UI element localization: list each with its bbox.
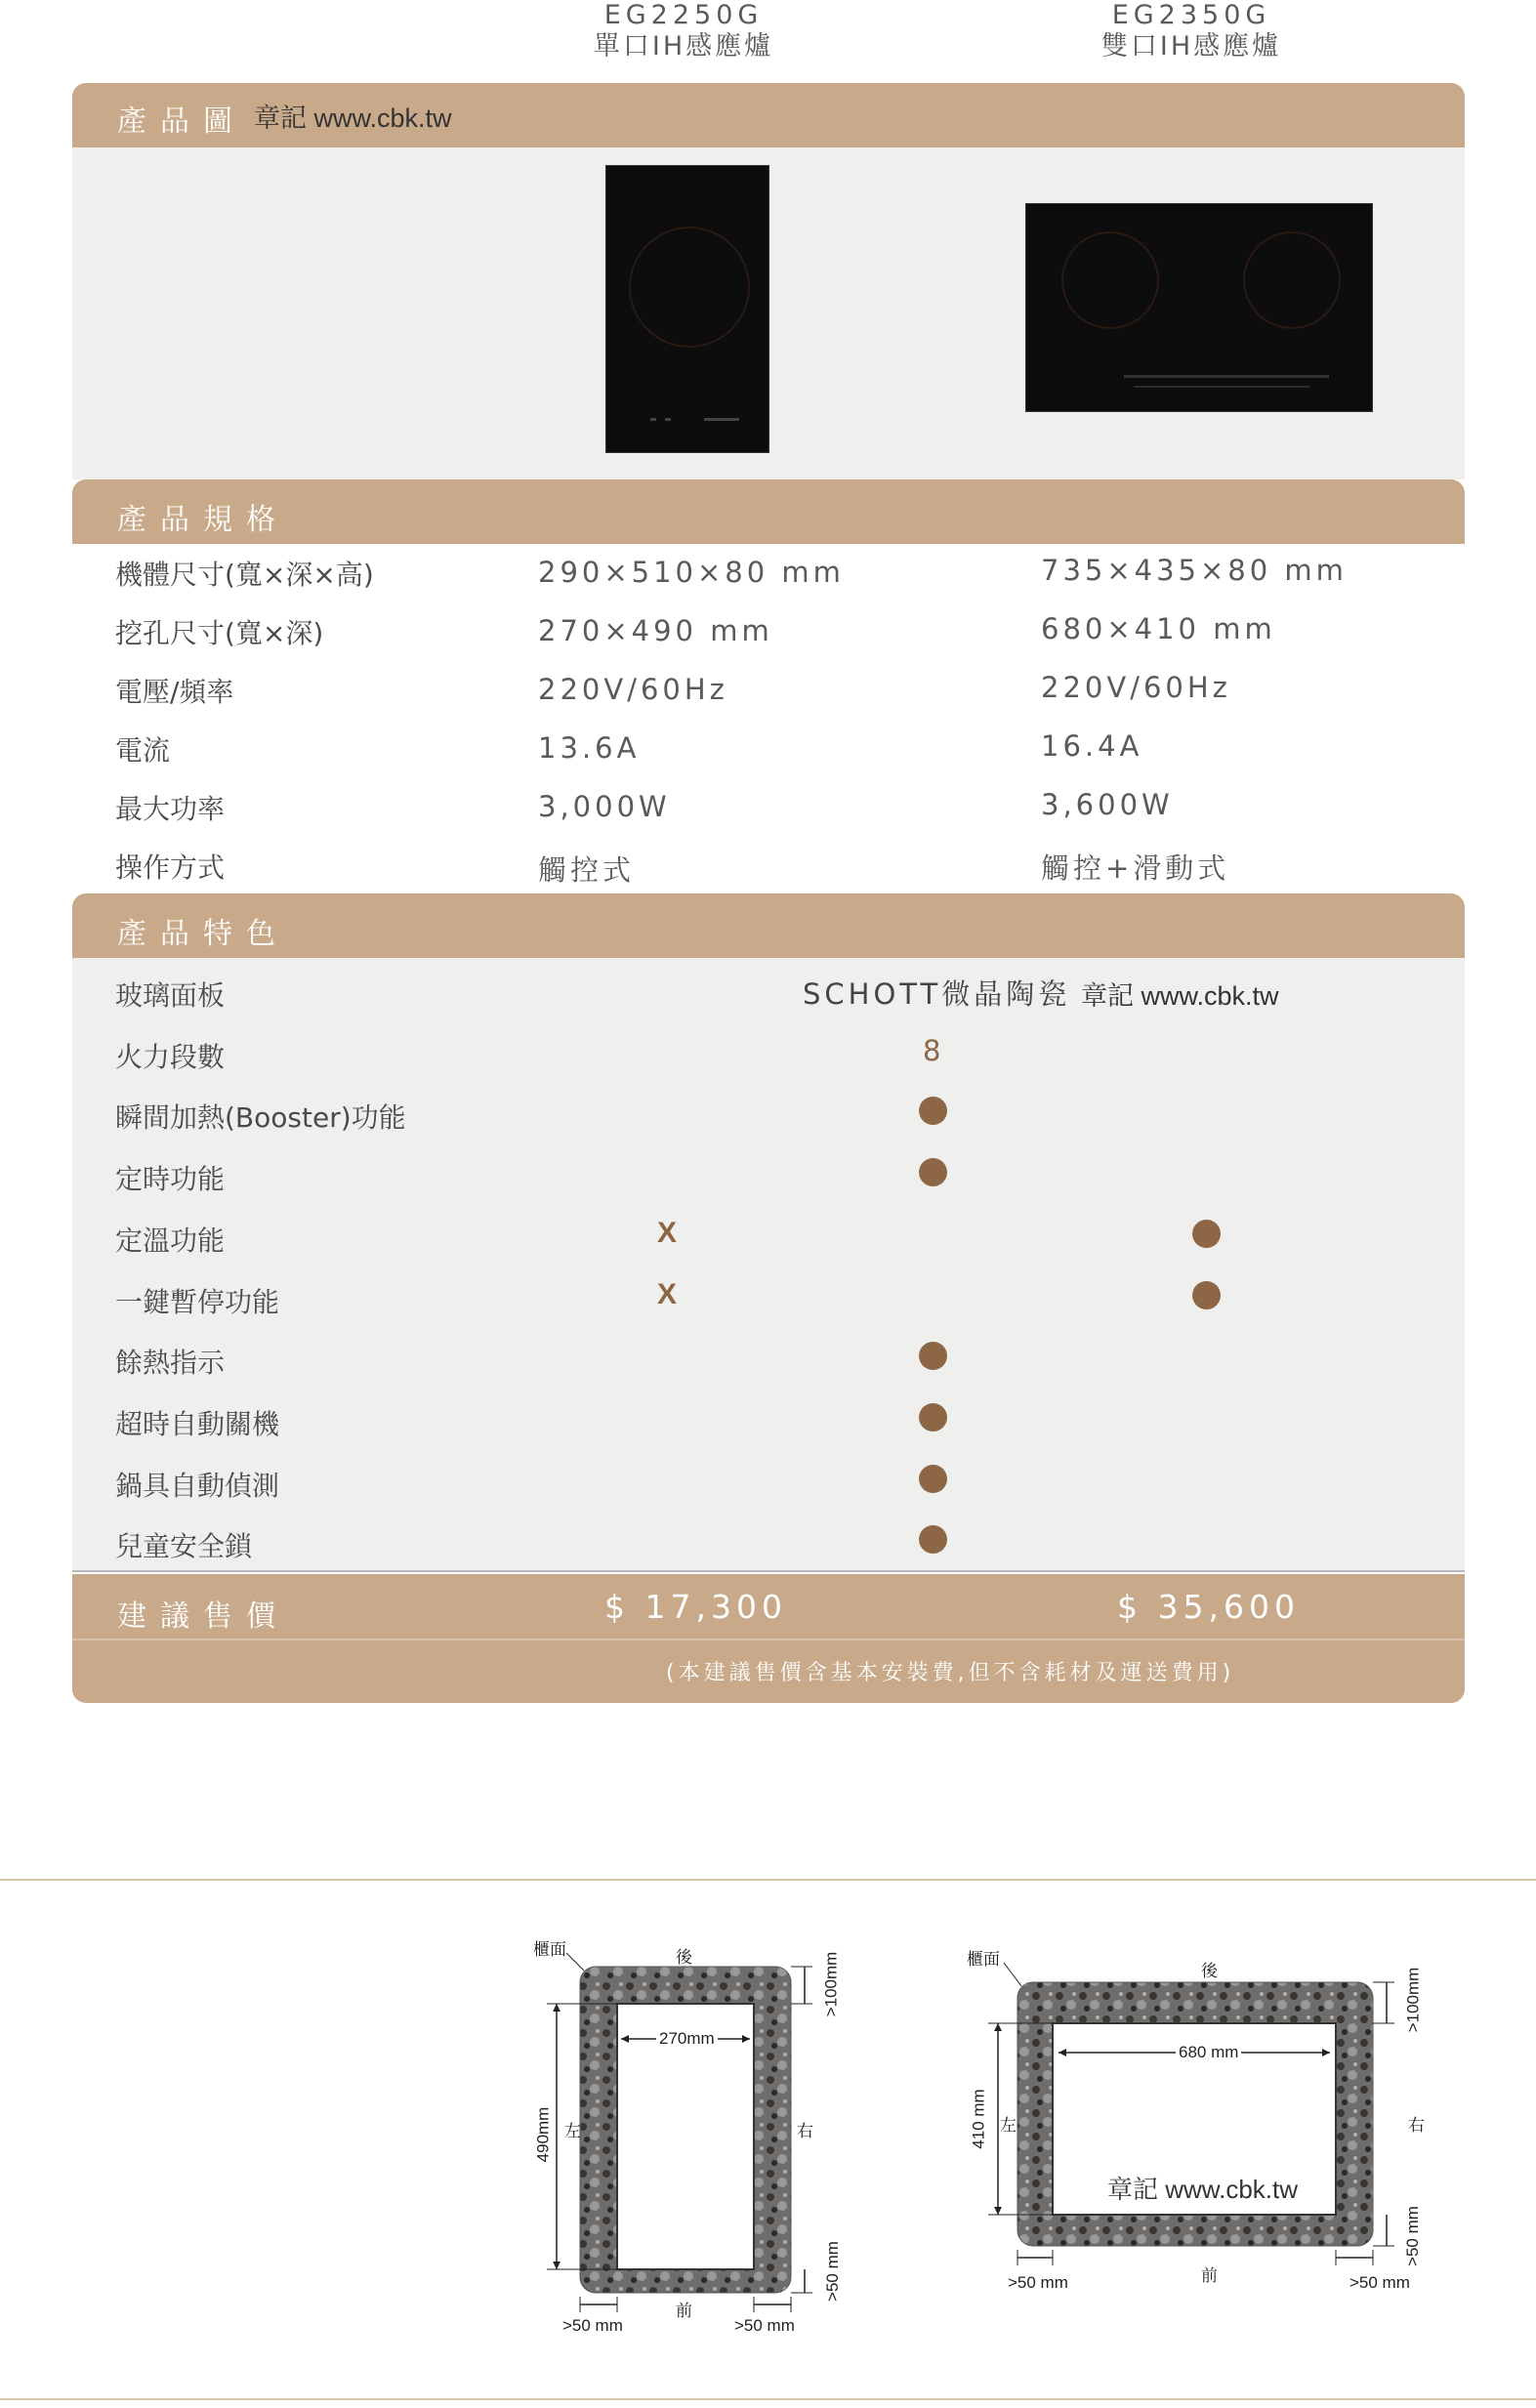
- model-2-code: EG2350G: [1111, 0, 1271, 30]
- feature-row: [72, 1509, 1465, 1572]
- feature-available-dot: [919, 1158, 947, 1186]
- spec-value-model-1: 270×490 mm: [538, 614, 773, 647]
- feature-unavailable-mark: X: [657, 1278, 678, 1310]
- cutout-diagram-double: [937, 1943, 1465, 2324]
- spec-value-model-2: 735×435×80 mm: [1041, 554, 1348, 587]
- back-label: 後: [676, 1948, 692, 1967]
- feature-row: [72, 1448, 1465, 1512]
- back-label: 後: [1201, 1962, 1218, 1980]
- feature-row: [72, 1019, 1465, 1083]
- feature-available-dot: [919, 1342, 947, 1370]
- spec-label: 挖孔尺寸(寬×深): [115, 617, 324, 649]
- counter-label: 櫃面: [967, 1950, 1000, 1969]
- spec-label: 機體尺寸(寬×深×高): [115, 559, 374, 591]
- width-label: 680 mm: [1176, 2043, 1241, 2062]
- spec-value-model-1: 290×510×80 mm: [538, 556, 845, 589]
- front-gap-label: >50 mm: [822, 2241, 842, 2302]
- spec-value-model-2: 680×410 mm: [1041, 612, 1276, 645]
- spec-label: 電流: [115, 734, 171, 767]
- spec-row: [72, 602, 1465, 663]
- images-section-title: 產品圖: [117, 104, 246, 139]
- feature-available-dot: [919, 1097, 947, 1125]
- model-1-code: EG2250G: [603, 0, 764, 30]
- watermark-features: 章記 www.cbk.tw: [1081, 981, 1279, 1011]
- right-label: 右: [1408, 2116, 1425, 2135]
- price-note: (本建議售價含基本安裝費,但不含耗材及運送費用): [666, 1661, 1235, 1685]
- price-model-1: $ 17,300: [604, 1588, 787, 1626]
- spec-value-model-2: 16.4A: [1041, 729, 1143, 763]
- model-1-name: 單口IH感應爐: [593, 31, 774, 62]
- feature-available-dot: [1192, 1220, 1221, 1248]
- feature-label: 定時功能: [115, 1163, 226, 1195]
- spec-label: 電壓/頻率: [115, 676, 234, 708]
- feature-label: 超時自動關機: [115, 1408, 280, 1440]
- feature-available-dot: [919, 1465, 947, 1493]
- feature-available-dot: [1192, 1281, 1221, 1309]
- right-gap-label: >50 mm: [734, 2316, 795, 2335]
- counter-label: 櫃面: [533, 1940, 566, 1959]
- features-section-title: 產品特色: [117, 917, 289, 951]
- left-label: 左: [1000, 2116, 1017, 2135]
- front-gap-label: >50 mm: [1402, 2206, 1422, 2266]
- back-gap-label: >100mm: [821, 1951, 841, 2017]
- feature-label: 玻璃面板: [115, 979, 226, 1012]
- model-2-name: 雙口IH感應爐: [1100, 31, 1282, 62]
- watermark-diagram: 章記 www.cbk.tw: [1107, 2175, 1299, 2204]
- feature-label: 火力段數: [115, 1041, 226, 1073]
- feature-available-dot: [919, 1525, 947, 1554]
- price-band: [72, 1574, 1465, 1703]
- feature-row: [72, 1325, 1465, 1389]
- feature-row: [72, 1080, 1465, 1143]
- double-hob-image: [1025, 203, 1373, 412]
- feature-row: [72, 958, 1465, 1021]
- product-images-area: [72, 147, 1465, 479]
- spec-value-model-2: 觸控+滑動式: [1041, 851, 1230, 885]
- bottom-divider: [0, 2398, 1536, 2400]
- spec-value-model-2: 220V/60Hz: [1041, 671, 1231, 704]
- images-header-band: [72, 83, 1465, 147]
- price-section-title: 建議售價: [117, 1599, 289, 1634]
- feature-unavailable-mark: X: [657, 1217, 678, 1249]
- spec-value-model-2: 3,600W: [1041, 788, 1174, 821]
- left-label: 左: [564, 2122, 581, 2140]
- feature-row: [72, 1265, 1465, 1328]
- right-gap-label: >50 mm: [1349, 2273, 1410, 2292]
- depth-label: 410 mm: [969, 2089, 988, 2149]
- spec-label: 最大功率: [115, 793, 226, 825]
- back-gap-label: >100mm: [1403, 1967, 1423, 2033]
- price-model-2: $ 35,600: [1117, 1588, 1300, 1626]
- feature-shared-value: SCHOTT微晶陶瓷: [803, 977, 1071, 1011]
- single-hob-image: [605, 165, 769, 453]
- feature-label: 瞬間加熱(Booster)功能: [115, 1101, 406, 1134]
- feature-row: [72, 1203, 1465, 1266]
- spec-value-model-1: 觸控式: [538, 853, 636, 887]
- front-label: 前: [1201, 2266, 1218, 2285]
- depth-label: 490mm: [533, 2106, 553, 2163]
- left-gap-label: >50 mm: [1008, 2273, 1068, 2292]
- feature-row: [72, 1387, 1465, 1450]
- feature-label: 鍋具自動偵測: [115, 1470, 280, 1502]
- watermark-top: 章記 www.cbk.tw: [254, 104, 452, 133]
- spec-row: [72, 720, 1465, 780]
- right-label: 右: [797, 2122, 813, 2140]
- feature-shared-value: 8: [923, 1034, 945, 1067]
- spec-row: [72, 778, 1465, 839]
- feature-row: [72, 1142, 1465, 1205]
- feature-label: 定溫功能: [115, 1225, 226, 1257]
- spec-value-model-1: 220V/60Hz: [538, 673, 728, 706]
- cutout-diagram-single: [508, 1933, 859, 2344]
- left-gap-label: >50 mm: [562, 2316, 623, 2335]
- features-header-band: [72, 893, 1465, 958]
- width-label: 270mm: [656, 2029, 718, 2049]
- spec-label: 操作方式: [115, 851, 226, 884]
- specs-header-band: [72, 479, 1465, 544]
- spec-row: [72, 544, 1465, 604]
- spec-value-model-1: 3,000W: [538, 790, 671, 823]
- feature-label: 兒童安全鎖: [115, 1530, 253, 1562]
- front-label: 前: [676, 2302, 692, 2320]
- spec-row: [72, 661, 1465, 722]
- spec-row: [72, 837, 1465, 893]
- feature-label: 餘熱指示: [115, 1347, 226, 1379]
- section-divider: [0, 1879, 1536, 1881]
- feature-label: 一鍵暫停功能: [115, 1286, 280, 1318]
- spec-value-model-1: 13.6A: [538, 731, 641, 765]
- specs-section-title: 產品規格: [117, 503, 289, 537]
- feature-available-dot: [919, 1403, 947, 1432]
